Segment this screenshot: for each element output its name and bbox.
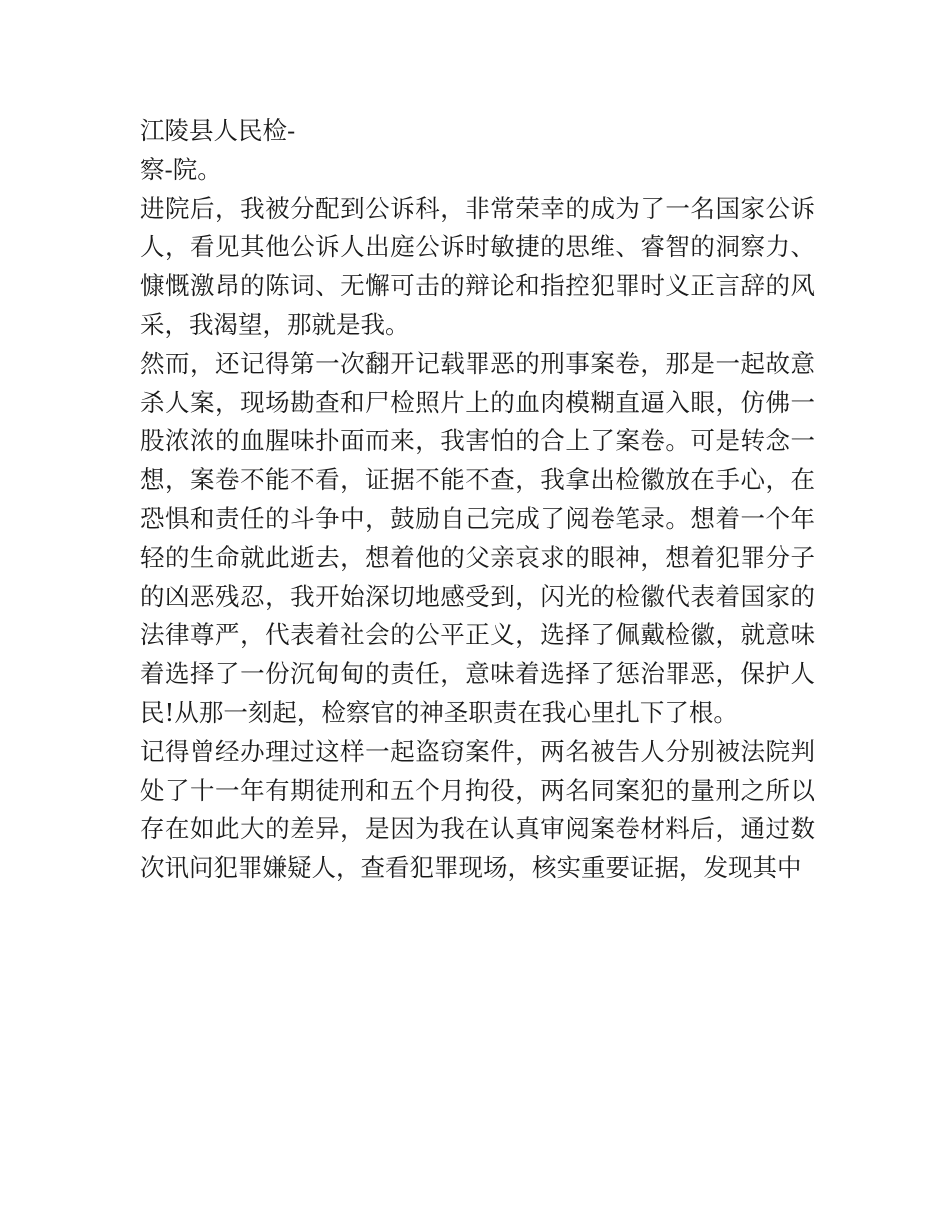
- paragraph-heading-line-1: 江陵县人民检-: [140, 116, 296, 145]
- paragraph-1: 进院后，我被分配到公诉科，非常荣幸的成为了一名国家公诉人，看见其他公诉人出庭公诉时敏捷的思维、睿智的洞察力、慷慨激昂的陈词、无懈可击的辩论和指控犯罪时义正言辞的风采，我渴望，那就是我。: [140, 193, 815, 339]
- paragraph-heading-line-2: 察-院。: [140, 154, 222, 184]
- paragraph-3: 记得曾经办理过这样一起盗窃案件，两名被告人分别被法院判处了十一年有期徒刑和五个月拘役，两名同案犯的量刑之所以存在如此大的差异，是因为我在认真审阅案卷材料后，通过数次讯问犯罪嫌疑人，查看犯罪现场，核实重要证据，发现其中: [140, 736, 815, 883]
- paragraph-2: 然而，还记得第一次翻开记载罪恶的刑事案卷，那是一起故意杀人案，现场勘查和尸检照片上的血肉模糊直逼入眼，仿佛一股浓浓的血腥味扑面而来，我害怕的合上了案卷。可是转念一想，案卷不能不看，证据不能不查，我拿出检徽放在手心，在恐惧和责任的斗争中，鼓励自己完成了阅卷笔录。想着一个年轻的生命就此逝去，想着他的父亲哀求的眼神，想着犯罪分子的凶恶残忍，我开始深切地感受到，闪光的检徽代表着国家的法律尊严，代表着社会的公平正义，选择了佩戴检徽，就意味着选择了一份沉甸甸的责任，意味着选择了惩治罪恶，保护人民!从那一刻起，检察官的神圣职责在我心里扎下了根。: [140, 348, 815, 727]
- document-body: [140, 112, 815, 888]
